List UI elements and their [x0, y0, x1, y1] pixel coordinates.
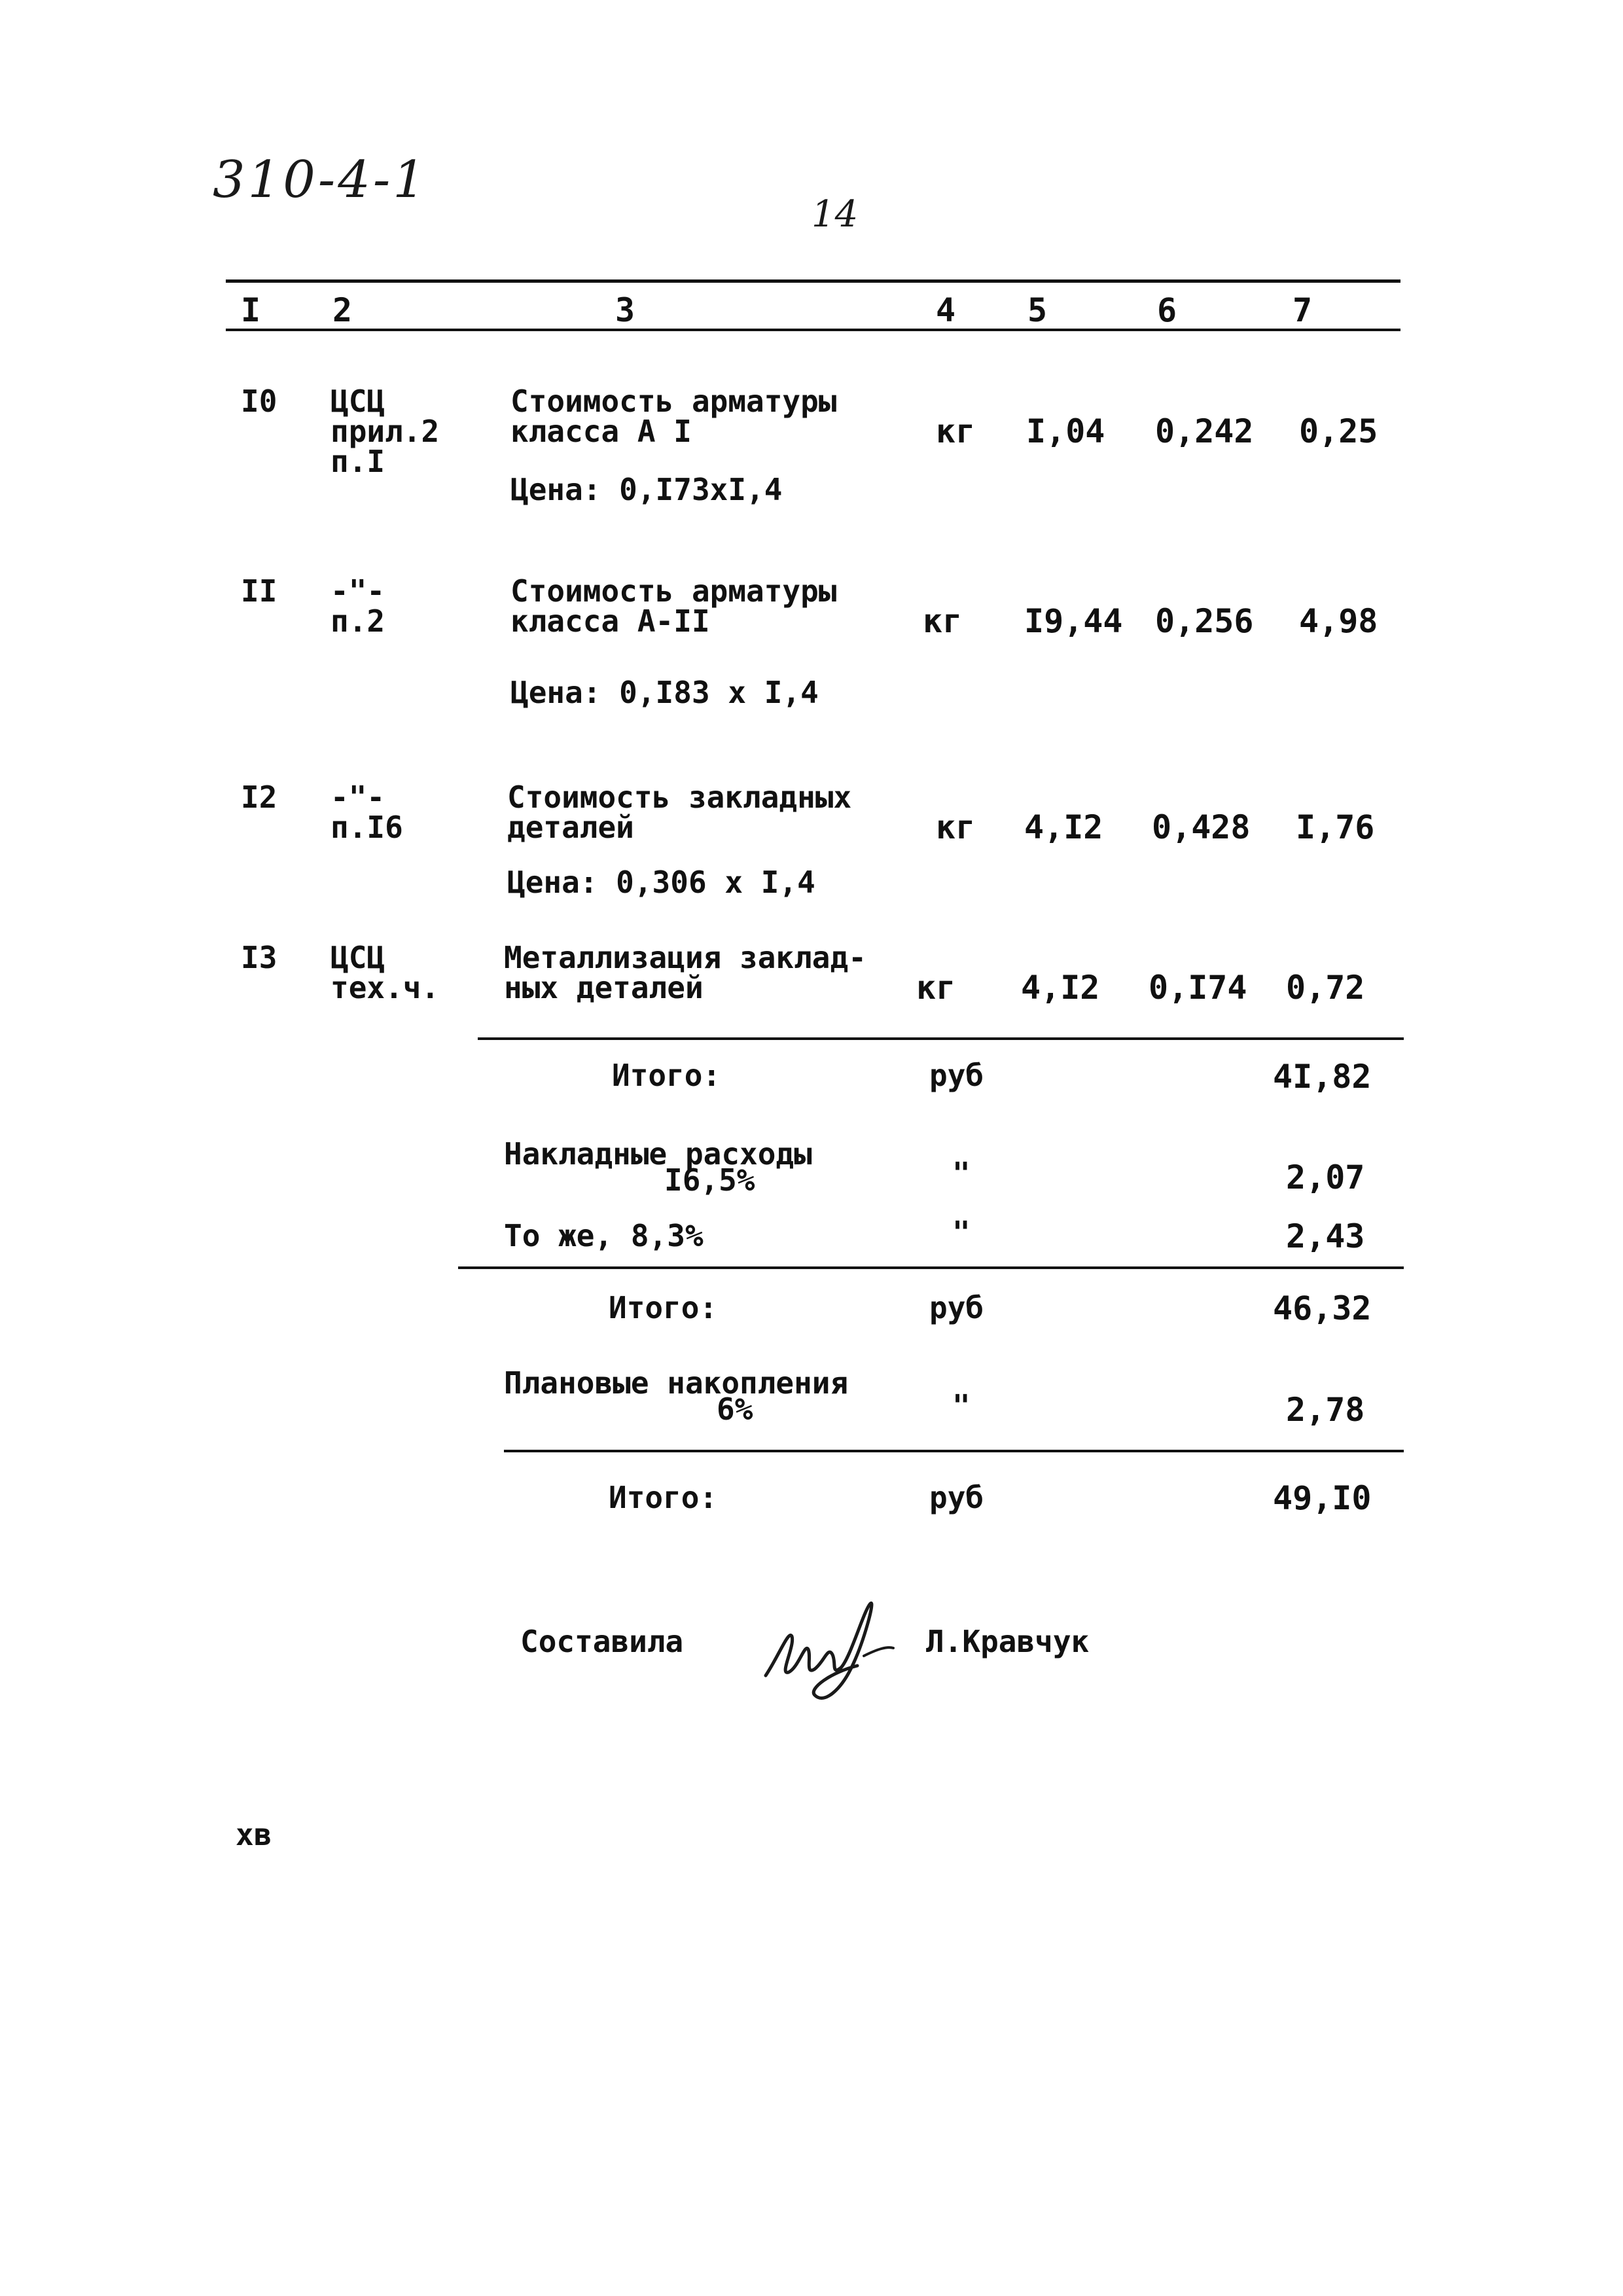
subtotal-unit: руб: [929, 1290, 984, 1325]
row-price: 0,I74: [1149, 969, 1247, 1007]
planned-value: 2,78: [1286, 1391, 1365, 1429]
col-header-3: 3: [615, 291, 635, 329]
row-description: Стоимость арматуры: [510, 573, 837, 609]
row-qty: 4,I2: [1024, 808, 1103, 846]
same-unit: ": [952, 1215, 971, 1250]
row-source: п.2: [330, 603, 385, 639]
row-price-formula: Цена: 0,306 x I,4: [507, 865, 815, 900]
row-source: -"-: [330, 573, 385, 609]
divider-line: [504, 1450, 1404, 1452]
row-source: -"-: [330, 780, 385, 815]
row-description: класса А I: [510, 414, 692, 449]
row-number: I2: [241, 780, 277, 815]
row-price: 0,428: [1152, 808, 1251, 846]
row-total: 0,25: [1299, 412, 1378, 450]
row-source: тех.ч.: [330, 970, 440, 1005]
row-qty: 4,I2: [1021, 969, 1100, 1007]
row-number: I3: [241, 940, 277, 975]
row-unit: кг: [923, 602, 963, 640]
row-source: п.I: [330, 444, 385, 479]
planned-label: Плановые накопления: [504, 1365, 849, 1401]
col-header-7: 7: [1293, 291, 1313, 329]
footer-mark: хв: [236, 1817, 272, 1852]
row-price: 0,242: [1155, 412, 1254, 450]
row-price-formula: Цена: 0,I73xI,4: [510, 472, 783, 507]
signature-label: Составила: [520, 1624, 684, 1659]
overhead-unit: ": [952, 1156, 971, 1191]
same-label: То же, 8,3%: [504, 1218, 704, 1253]
total-value: 49,I0: [1273, 1479, 1372, 1517]
overhead-value: 2,07: [1286, 1158, 1365, 1196]
col-header-1: I: [241, 291, 261, 329]
row-unit: кг: [916, 969, 956, 1007]
total-label: Итого:: [609, 1480, 718, 1515]
row-number: I0: [241, 384, 277, 419]
total-unit: руб: [929, 1480, 984, 1515]
col-header-2: 2: [332, 291, 353, 329]
row-qty: I9,44: [1024, 602, 1123, 640]
subtotal-value: 46,32: [1273, 1289, 1372, 1327]
subtotal-label: Итого:: [609, 1290, 718, 1325]
planned-label: 6%: [717, 1391, 753, 1427]
row-price-formula: Цена: 0,I83 x I,4: [510, 675, 819, 710]
planned-unit: ": [952, 1388, 971, 1424]
row-total: I,76: [1296, 808, 1375, 846]
subtotal-unit: руб: [929, 1058, 984, 1093]
subtotal-value: 4I,82: [1273, 1058, 1372, 1096]
row-source: ЦСЦ: [330, 940, 385, 975]
header-top-line: [226, 279, 1400, 283]
document-code: 310-4-1: [213, 151, 428, 209]
row-source: п.I6: [330, 810, 403, 845]
col-header-4: 4: [936, 291, 956, 329]
col-header-5: 5: [1027, 291, 1048, 329]
overhead-label: I6,5%: [664, 1162, 755, 1198]
row-source: ЦСЦ: [330, 384, 385, 419]
row-unit: кг: [936, 412, 976, 450]
divider-line: [458, 1266, 1404, 1269]
row-total: 0,72: [1286, 969, 1365, 1007]
row-description: Металлизация заклад-: [504, 940, 866, 975]
row-description: класса А-II: [510, 603, 710, 639]
row-unit: кг: [936, 808, 976, 846]
row-description: Стоимость закладных: [507, 780, 852, 815]
row-description: Стоимость арматуры: [510, 384, 837, 419]
signature-mark: [753, 1584, 923, 1715]
row-total: 4,98: [1299, 602, 1378, 640]
row-description: ных деталей: [504, 970, 704, 1005]
row-description: деталей: [507, 810, 634, 845]
col-header-6: 6: [1157, 291, 1177, 329]
row-price: 0,256: [1155, 602, 1254, 640]
signer-name: Л.Кравчук: [926, 1624, 1090, 1659]
page-number: 14: [812, 193, 859, 236]
subtotal-label: Итого:: [612, 1058, 721, 1093]
row-qty: I,04: [1026, 412, 1105, 450]
row-number: II: [241, 573, 277, 609]
overhead-label: Накладные расходы: [504, 1136, 812, 1172]
row-source: прил.2: [330, 414, 440, 449]
divider-line: [478, 1037, 1404, 1040]
header-bottom-line: [226, 329, 1400, 331]
same-value: 2,43: [1286, 1217, 1365, 1255]
